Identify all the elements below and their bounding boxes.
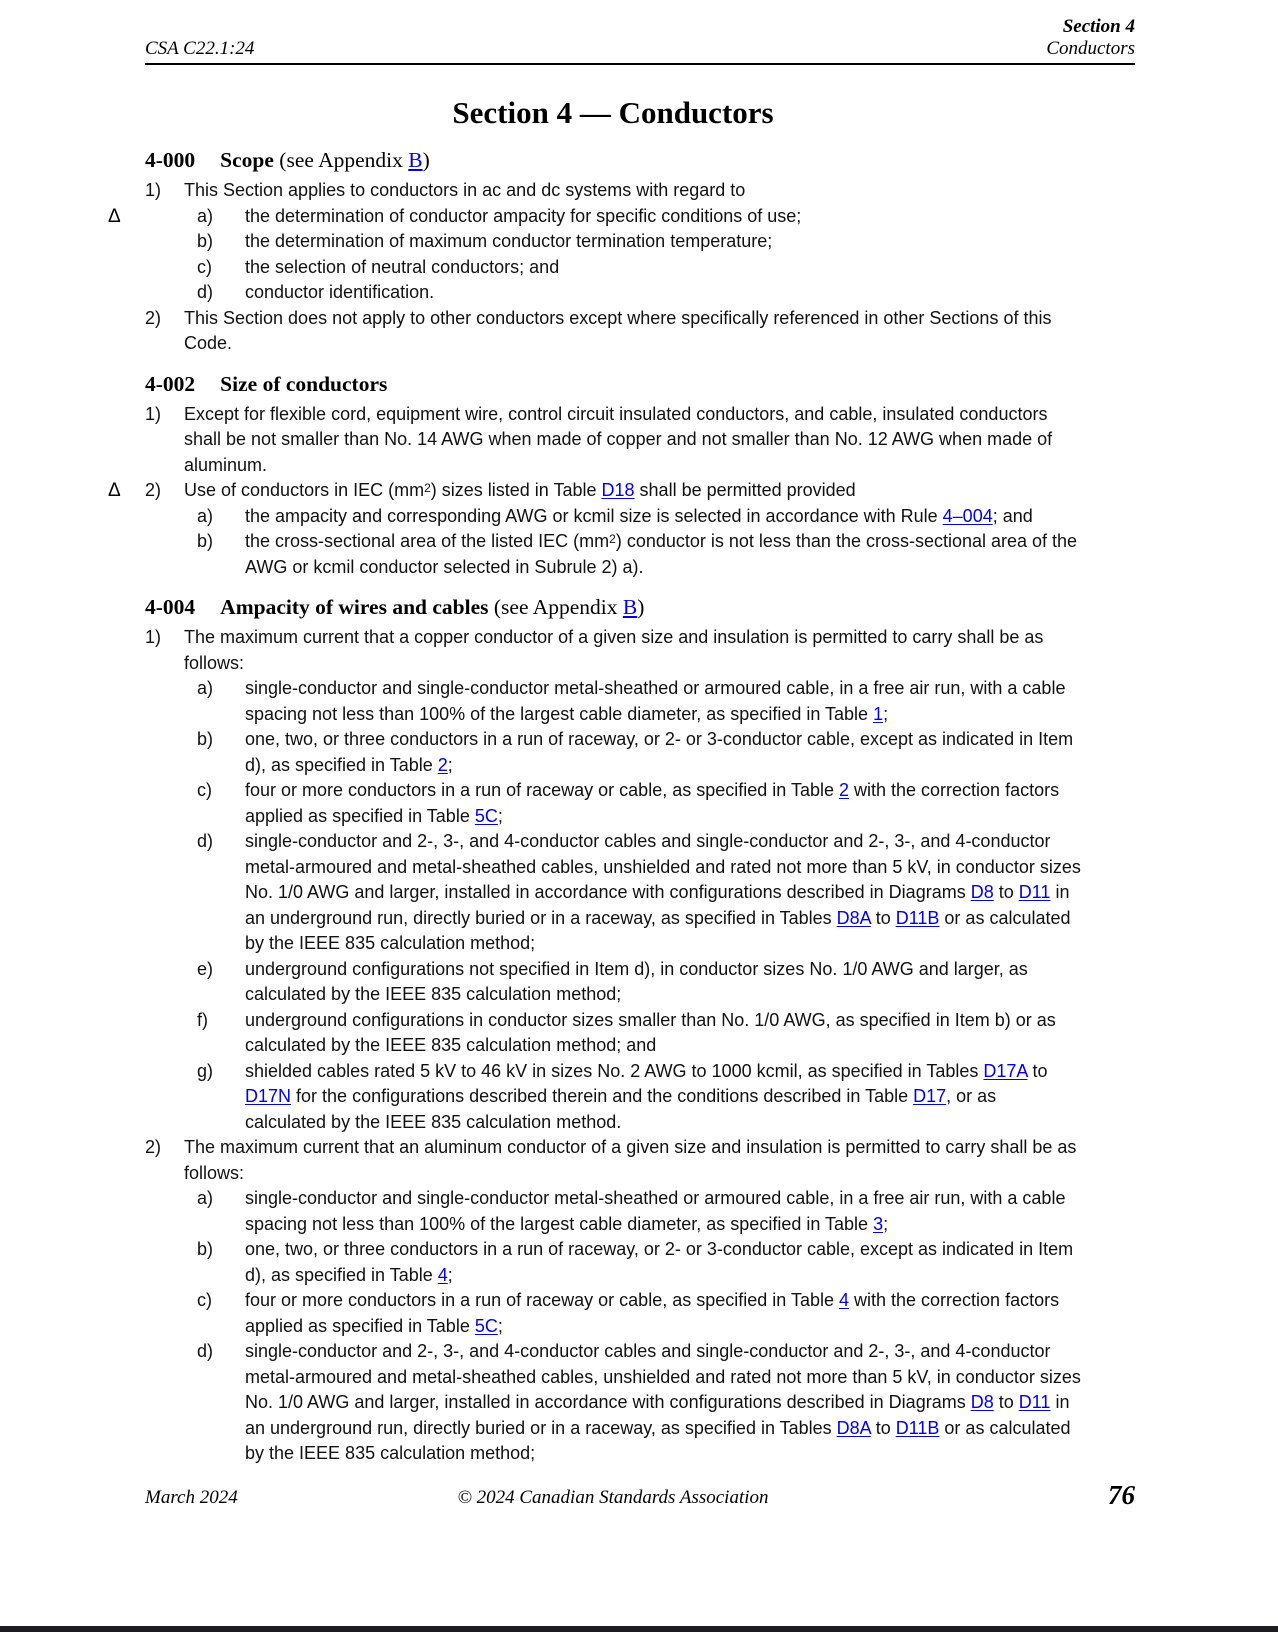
text-run: underground configurations not specified in Item d), in conductor sizes No. 1/0 AWG and larger, as calculated by the IEEE 835 calculation method; [245,958,1028,1004]
cross-reference-link[interactable]: 2 [838,780,849,800]
section-heading [145,146,1081,174]
section-title: Scope [220,148,274,172]
list-item-text [245,529,1081,580]
list-item-text [245,204,1081,230]
list-subitem [197,504,1081,530]
list-item-text [245,504,1081,530]
text-run: to [993,882,1019,902]
text-run: ; [883,703,889,724]
text-run: to [1027,1060,1048,1081]
list-subitem [197,1059,1081,1136]
cross-reference-link[interactable]: D17A [983,1060,1028,1081]
cross-reference-link[interactable]: 5C [474,805,498,826]
list-item-text [245,1186,1081,1237]
list-subitem [197,829,1081,957]
text-run: ; [883,1213,889,1234]
list-item [145,306,1081,357]
text-run: Use of conductors in IEC (mm [184,480,425,500]
rule-section [108,370,1081,581]
text-run: The maximum current that an aluminum conductor of a given size and insulation is permitted to carry shall be as follows: [184,1137,1077,1183]
section-number: 4-004 [145,595,196,619]
text-run: ; [497,1315,503,1336]
text-run: to [870,907,896,928]
list-item-text [245,255,1081,281]
list-item-text [245,957,1081,1008]
text-run: This Section applies to conductors in ac and dc systems with regard to [184,180,746,200]
text-run: with the correction factors applied as specified in Table [245,780,1060,826]
list-item-label: e) [197,958,214,979]
list-item [145,625,1081,1135]
list-item-text [245,280,1081,306]
list-item-text [245,829,1081,957]
list-item-text [245,1339,1081,1467]
footer-copyright: © 2024 Canadian Standards Association [457,1487,769,1508]
cross-reference-link[interactable]: D17 [913,1086,947,1106]
cross-reference-link[interactable]: 4 [838,1290,849,1310]
cross-reference-link[interactable]: D8A [836,1417,871,1438]
list-item-label: a) [197,205,214,226]
text-run: in an underground run, directly buried or in a raceway, as specified in Tables [245,1392,1070,1438]
cross-reference-link[interactable]: 4–004 [942,505,993,526]
superscript: 2 [609,532,616,546]
list-item-label: c) [197,780,212,800]
list-item-label: 1) [145,627,162,647]
page-header [145,16,1135,60]
section-heading-suffix [274,148,430,172]
text-run: with the correction factors applied as specified in Table [245,1290,1060,1336]
text-run: Except for flexible cord, equipment wire, control circuit insulated conductors, and cable, insulated conductors shall be not smaller than No. 14 AWG when made of copper and not smaller than No. 12 AWG when made of aluminum. [184,403,1053,475]
text-run: , or as calculated by the IEEE 835 calculation method. [245,1086,997,1132]
text-run: single-conductor and 2-, 3-, and 4-conductor cables and single-conductor and 2-, 3-, and 4-conductor metal-armoured and metal-sheathed cables, unshielded and rated not more than 5 kV, in conductor sizes No. 1/0 AWG and larger, installed in accordance with configurations described in Diagrams [245,831,1081,902]
list-item-text [245,727,1081,778]
list-subitem [197,778,1081,829]
header-section-label: Section 4 [1062,16,1135,37]
rule-section [108,146,1081,357]
text-run: (see Appendix [273,148,409,172]
text-run: conductor identification. [245,282,435,302]
rule-section [145,593,1081,1467]
list-item-label: d) [197,1341,214,1361]
cross-reference-link[interactable]: D18 [601,480,635,500]
list-item [108,478,1081,580]
cross-reference-link[interactable]: 5C [474,1315,498,1336]
list-item-text [184,478,1081,580]
list-item-text [245,1237,1081,1288]
list-subitem [197,280,1081,306]
list-item-label: b) [197,1239,214,1259]
header-doc-code: CSA C22.1:24 [145,38,255,59]
text-run: the determination of maximum conductor termination temperature; [245,231,773,251]
text-run: the selection of neutral conductors; and [245,256,560,277]
text-run: ) sizes listed in Table [430,480,602,500]
body-column [108,93,1081,1467]
list-item-text [184,306,1081,357]
header-section-title: Conductors [1046,38,1135,59]
text-run: ; [497,805,503,826]
text-run: for the configurations described therein and the conditions described in Table [291,1086,914,1106]
sublist [197,676,1081,1135]
sublist [197,1186,1081,1467]
section-number: 4-000 [145,148,196,172]
text-run: shall be permitted provided [634,480,856,500]
text-run: ) [422,148,430,172]
text-run: The maximum current that a copper conductor of a given size and insulation is permitted to carry shall be as follows: [184,627,1044,673]
text-run: the ampacity and corresponding AWG or kcmil size is selected in accordance with Rule [245,505,943,526]
list-item-text [245,1059,1081,1136]
sublist [197,504,1081,581]
list-item-text [245,676,1081,727]
change-delta-marker: Δ [108,480,121,501]
text-run: in an underground run, directly buried or in a raceway, as specified in Tables [245,882,1070,928]
list-item-text [245,778,1081,829]
list-item-label: c) [197,256,212,277]
text-run: the cross-sectional area of the listed IEC (mm [245,531,610,551]
section-heading-suffix [489,595,645,619]
footer-date: March 2024 [145,1487,238,1508]
text-run: one, two, or three conductors in a run of raceway, or 2- or 3-conductor cable, except as indicated in Item d), as specified in Table [245,729,1074,775]
list-subitem [197,1186,1081,1237]
text-run: ; [447,1264,453,1285]
cross-reference-link[interactable]: 3 [873,1213,884,1234]
list-item-text [245,1288,1081,1339]
list-subitem [108,204,1081,230]
superscript: 2 [424,481,431,495]
text-run: ; [447,754,453,775]
list-subitem [197,1008,1081,1059]
list-subitem [197,1339,1081,1467]
section-title: Ampacity of wires and cables [220,595,489,619]
text-run: This Section does not apply to other conductors except where specifically referenced in other Sections of this Code. [184,307,1052,353]
list-item-label: 2) [145,307,162,328]
header-rule [145,63,1135,65]
list-subitem [197,1288,1081,1339]
list-item-label: 2) [145,480,162,500]
list-item-text [184,402,1081,479]
cross-reference-link[interactable]: B [622,595,638,619]
list-item-text [108,178,1081,306]
sublist [108,204,1081,306]
list-item-label: d) [197,831,214,851]
text-run: single-conductor and single-conductor metal-sheathed or armoured cable, in a free air run, with a cable spacing not less than 100% of the largest cable diameter, as specified in Table [245,1188,1066,1234]
list-subitem [197,255,1081,281]
cross-reference-link[interactable]: D11 [1018,882,1051,902]
bottom-window-edge [0,1626,1278,1632]
text-run: ; and [992,505,1033,526]
list-subitem [197,229,1081,255]
cross-reference-link[interactable]: D17N [245,1086,292,1106]
text-run: four or more conductors in a run of raceway or cable, as specified in Table [245,1290,839,1310]
text-run: ) [637,595,645,619]
section-number: 4-002 [145,371,196,396]
list-item [108,178,1081,306]
page-footer [145,1482,1135,1526]
list-item-text [184,1135,1081,1467]
list-item-label: 1) [145,180,162,200]
list-item-text [245,229,1081,255]
list-item-text [245,1008,1081,1059]
page-title: Section 4 — Conductors [452,95,774,130]
list-item-label: 1) [145,403,162,424]
list-subitem [197,727,1081,778]
list-item [145,1135,1081,1467]
list-item-label: a) [197,505,214,526]
cross-reference-link[interactable]: D11B [895,907,940,928]
list-item-label: b) [197,729,214,749]
text-run: to [870,1417,896,1438]
list-item-label: g) [197,1060,214,1081]
cross-reference-link[interactable]: B [408,148,423,172]
page-number: 76 [1108,1480,1135,1510]
header-section-info [1046,16,1135,60]
list-item-label: c) [197,1290,212,1310]
list-item-label: b) [197,231,214,251]
list-subitem [197,957,1081,1008]
cross-reference-link[interactable]: D8 [970,1392,994,1412]
list-item-label: d) [197,282,214,302]
text-run: ) conductor is not less than the cross-sectional area of the AWG or kcmil conductor selected in Subrule 2) a). [245,531,1078,577]
cross-reference-link[interactable]: 1 [873,703,884,724]
text-run: single-conductor and 2-, 3-, and 4-conductor cables and single-conductor and 2-, 3-, and 4-conductor metal-armoured and metal-sheathed cables, unshielded and rated not more than 5 kV, in conductor sizes No. 1/0 AWG and larger, installed in accordance with configurations described in Diagrams [245,1341,1081,1412]
cross-reference-link[interactable]: D11B [895,1417,940,1438]
sections [108,146,1081,1467]
list-subitem [197,529,1081,580]
cross-reference-link[interactable]: 4 [437,1264,448,1285]
section-heading [145,370,1081,398]
text-run: one, two, or three conductors in a run of raceway, or 2- or 3-conductor cable, except as indicated in Item d), as specified in Table [245,1239,1074,1285]
list-subitem [197,1237,1081,1288]
section-heading [145,593,1081,621]
text-run: four or more conductors in a run of raceway or cable, as specified in Table [245,780,839,800]
list-item-label: 2) [145,1137,162,1157]
change-delta-marker: Δ [108,205,121,227]
text-run: or as calculated by the IEEE 835 calculation method; [245,1417,1071,1463]
cross-reference-link[interactable]: D8 [970,882,994,902]
text-run: or as calculated by the IEEE 835 calculation method; [245,907,1071,953]
list-item-label: b) [197,531,214,551]
text-run: to [993,1392,1019,1412]
cross-reference-link[interactable]: D8A [836,907,871,928]
section-title: Size of conductors [220,371,388,396]
list-item-label: f) [197,1009,208,1030]
cross-reference-link[interactable]: 2 [437,754,448,775]
cross-reference-link[interactable]: D11 [1018,1392,1051,1412]
list-item-label: a) [197,678,214,698]
list-item-label: a) [197,1188,214,1208]
text-run: (see Appendix [488,595,623,619]
text-run: underground configurations in conductor sizes smaller than No. 1/0 AWG, as specified in Item b) or as calculated by the IEEE 835 calculation method; and [245,1009,1056,1055]
text-run: shielded cables rated 5 kV to 46 kV in sizes No. 2 AWG to 1000 kcmil, as specified in Tables [245,1060,984,1081]
list-item-text [184,625,1081,1135]
list-subitem [197,676,1081,727]
text-run: the determination of conductor ampacity for specific conditions of use; [245,205,802,226]
list-item [145,402,1081,479]
text-run: single-conductor and single-conductor metal-sheathed or armoured cable, in a free air run, with a cable spacing not less than 100% of the largest cable diameter, as specified in Table [245,678,1066,724]
